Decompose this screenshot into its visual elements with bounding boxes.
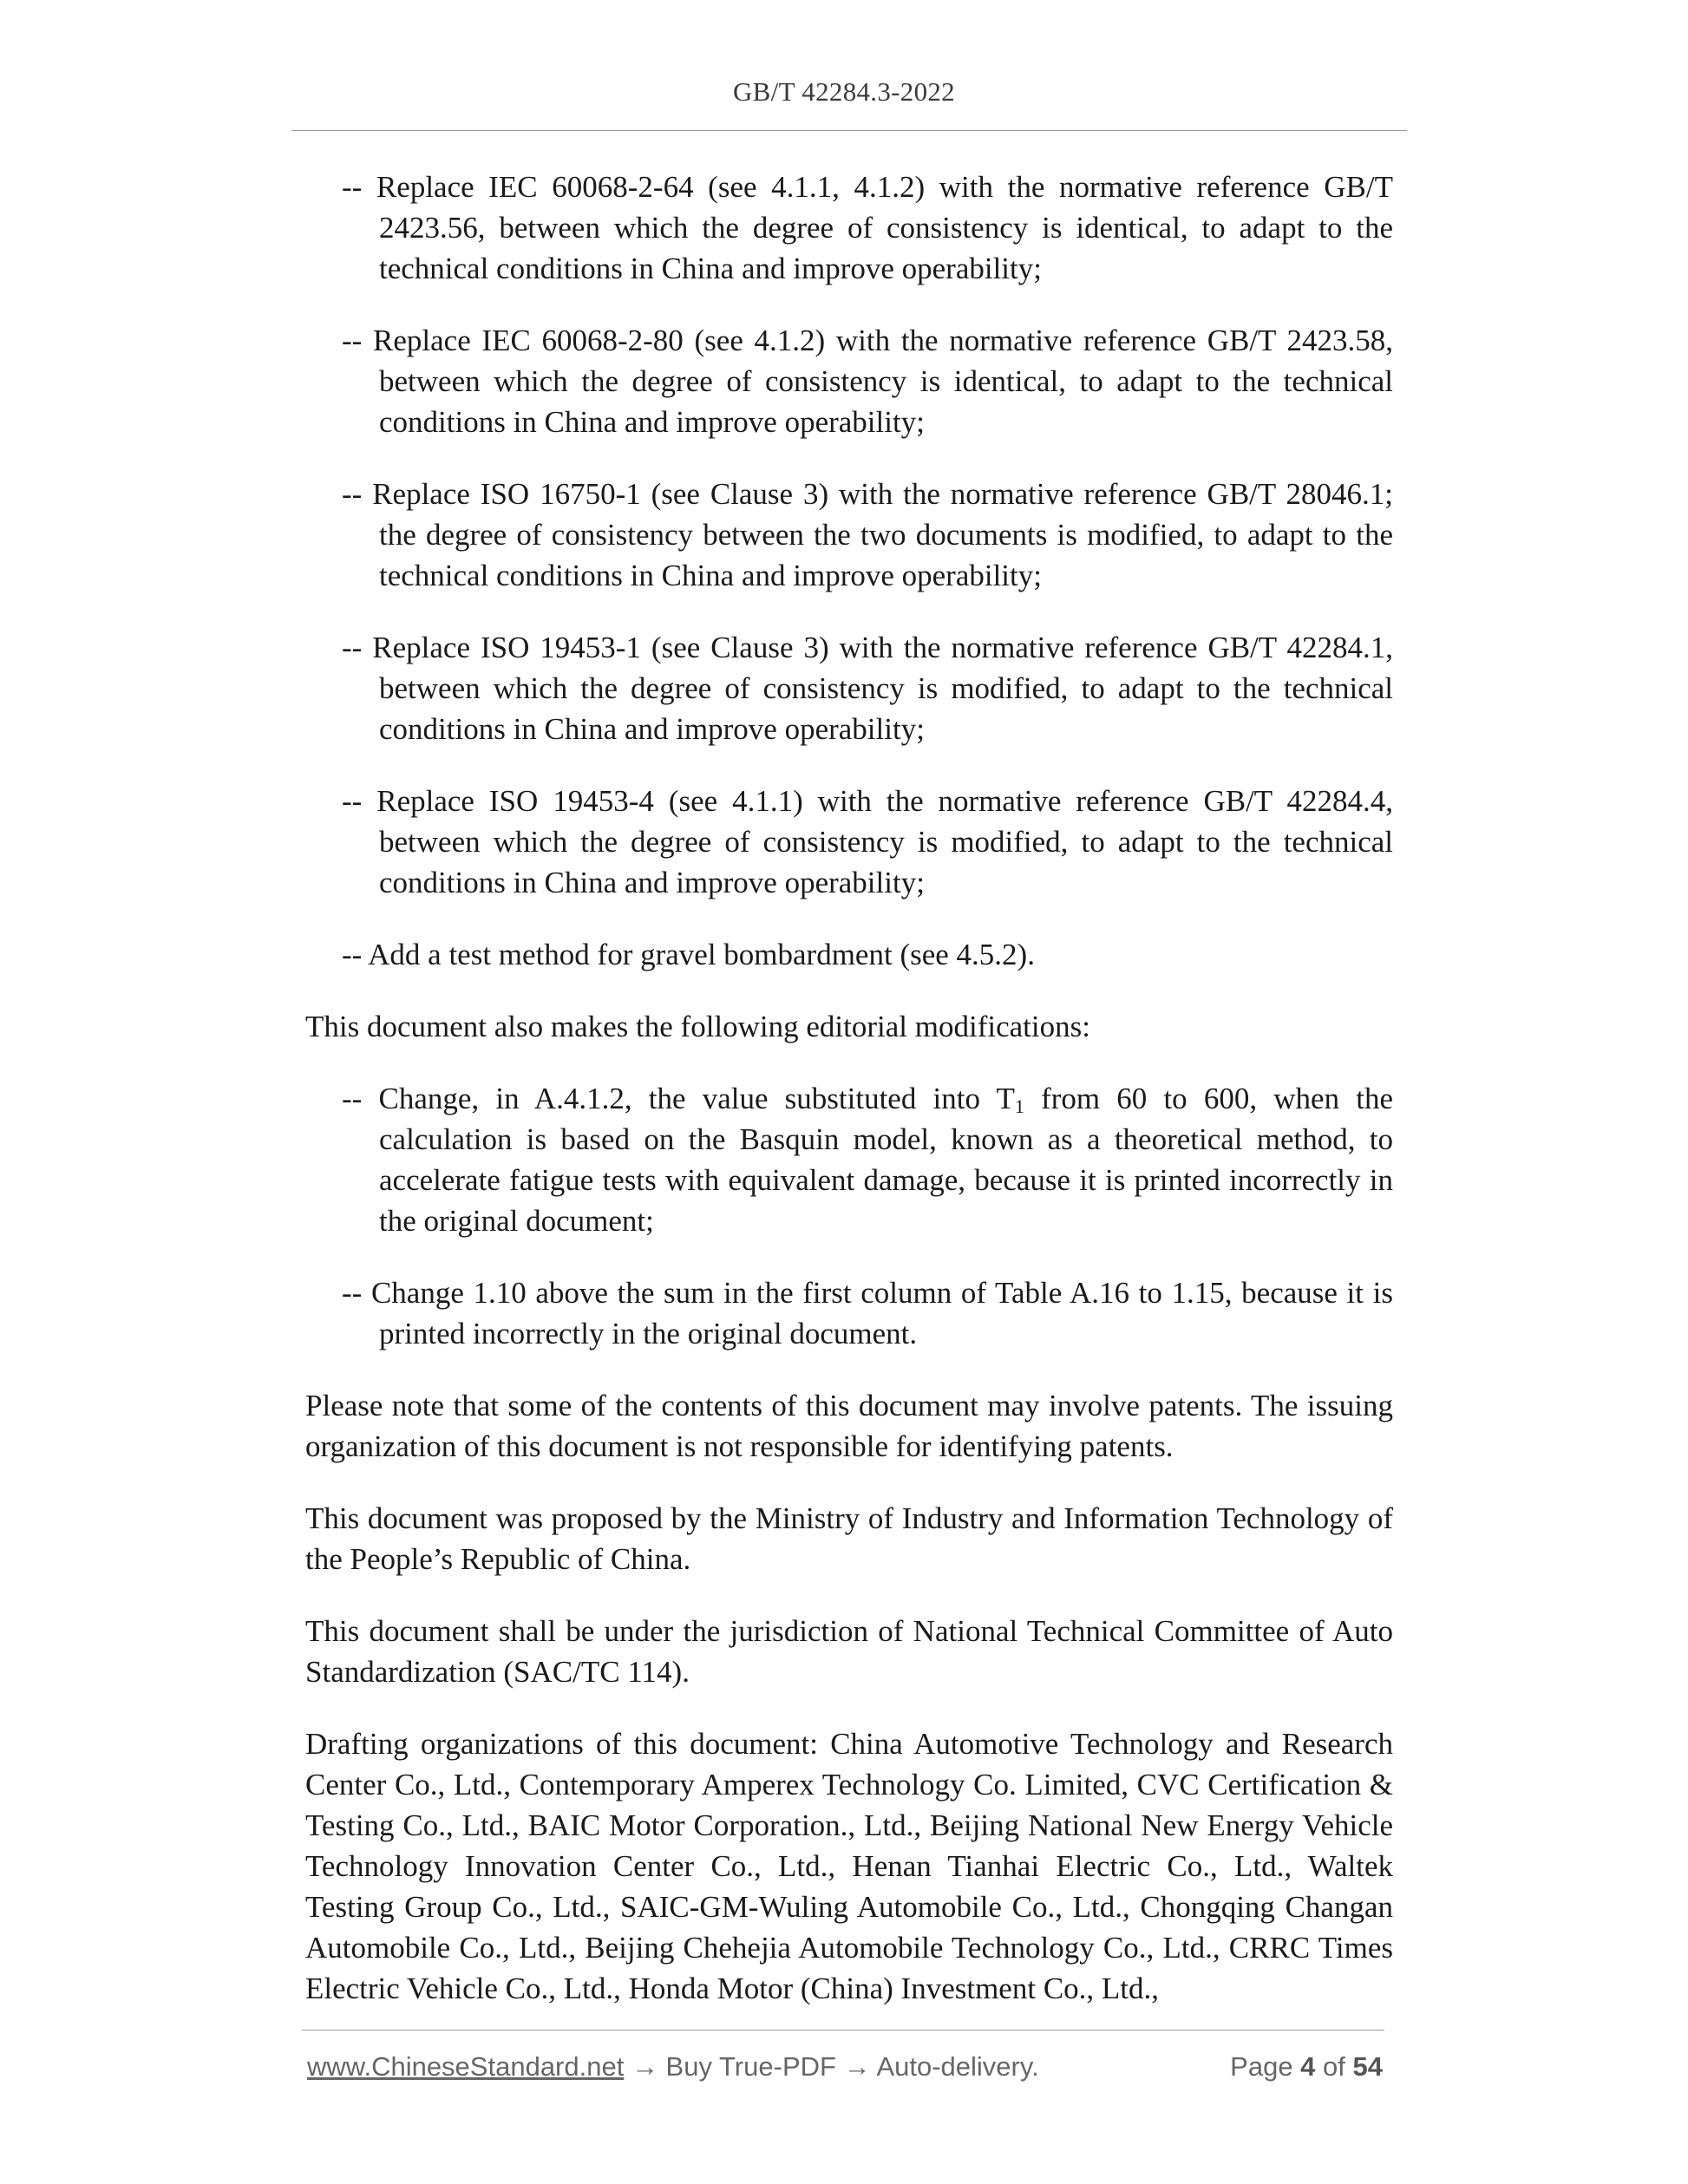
list-item: -- Change 1.10 above the sum in the first column of Table A.16 to 1.15, because it is printed incorrectly in the original document. [342, 1276, 1393, 1350]
subscript: 1 [1014, 1095, 1024, 1117]
total-pages: 54 [1352, 2051, 1383, 2082]
page-footer [307, 2051, 1383, 2083]
header-divider [291, 130, 1407, 131]
list-item: -- Change, in A.4.1.2, the value substituted into $T_1$ from 60 to 600, when the calculation is based on the Basquin model, known as a theoretical method, to accelerate fatigue tests with equivalent damage, because it is printed incorrectly in the original document; [342, 1082, 1394, 1238]
list-item: -- Replace ISO 19453-4 (see 4.1.1) with the normative reference GB/T 42284.4, between which the degree of consistency is modified, to adapt to the technical conditions in China and improve operability; [342, 784, 1393, 899]
list-item: -- Replace IEC 60068-2-64 (see 4.1.1, 4.1.2) with the normative reference GB/T 2423.56, between which the degree of consistency is identical, to adapt to the technical conditions in China and improve operability; [342, 170, 1393, 285]
list-item: -- Replace ISO 16750-1 (see Clause 3) with the normative reference GB/T 28046.1; the degree of consistency between the two documents is modified, to adapt to the technical conditions in China and improve operability; [342, 477, 1394, 592]
list-item: -- Add a test method for gravel bombardment (see 4.5.2). [342, 938, 1035, 971]
document-body [305, 167, 1393, 2040]
drafting-paragraph: Drafting organizations of this document: China Automotive Technology and Research Center Co., Ltd., Contemporary Amperex Technology Co. Limited, CVC Certification & Testing Co., Ltd., BAIC Motor Corporation., Ltd., Beijing National New Energy Vehicle Technology Innovation Center Co., Ltd., Henan Tianhai Electric Co., Ltd., Waltek Testing Group Co., Ltd., SAIC-GM-Wuling Automobile Co., Ltd., Chongqing Changan Automobile Co., Ltd., Beijing Chehejia Automobile Technology Co., Ltd., CRRC Times Electric Vehicle Co., Ltd., Honda Motor (China) Investment Co., Ltd., [305, 1727, 1393, 2005]
editorial-intro: This document also makes the following editorial modifications: [305, 1010, 1090, 1043]
footer-text: → Buy True-PDF → Auto-delivery. [624, 2051, 1039, 2082]
jurisdiction-paragraph: This document shall be under the jurisdiction of National Technical Committee of Auto Standardization (SAC/TC 114). [305, 1614, 1393, 1689]
list-item: -- Replace ISO 19453-1 (see Clause 3) with the normative reference GB/T 42284.1, between which the degree of consistency is modified, to adapt to the technical conditions in China and improve operability; [342, 631, 1393, 746]
website-link[interactable]: www.ChineseStandard.net [307, 2051, 625, 2082]
patents-paragraph: Please note that some of the contents of this document may involve patents. The issuing organization of this document is not responsible for identifying patents. [305, 1389, 1393, 1463]
current-page: 4 [1300, 2051, 1316, 2082]
proposed-paragraph: This document was proposed by the Ministry of Industry and Information Technology of the People’s Republic of China. [305, 1501, 1393, 1576]
list-item: -- Replace IEC 60068-2-80 (see 4.1.2) with the normative reference GB/T 2423.58, between which the degree of consistency is identical, to adapt to the technical conditions in China and improve operability; [342, 324, 1393, 439]
page-header: GB/T 42284.3-2022 [733, 76, 955, 107]
page-indicator: Page 4 of 54 [1230, 2051, 1383, 2082]
